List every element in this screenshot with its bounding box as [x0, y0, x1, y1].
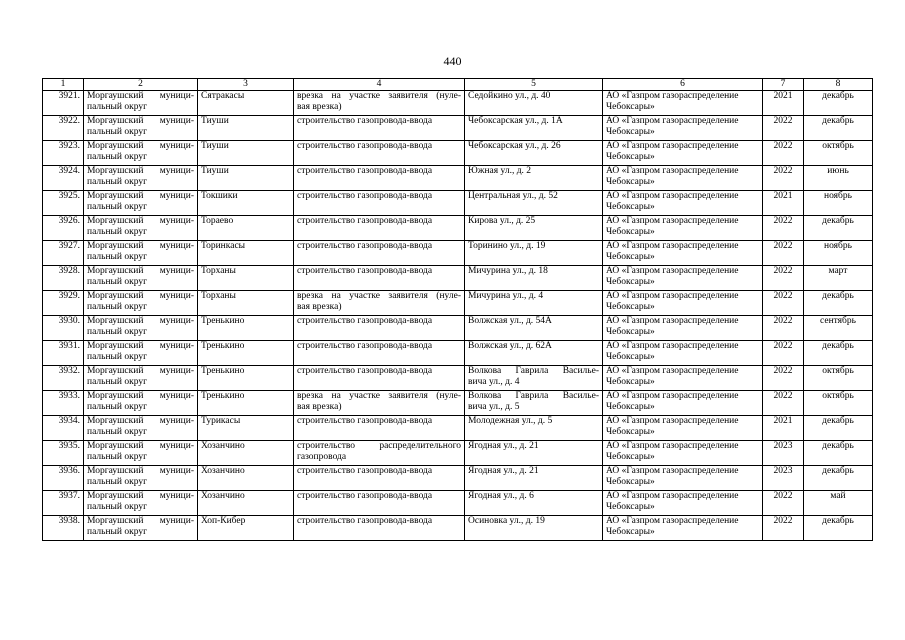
address-cell — [465, 416, 603, 441]
year-cell: 2021 — [763, 191, 804, 216]
year-cell: 2022 — [763, 391, 804, 416]
district-cell-line: Моргаушский муници- — [87, 366, 194, 376]
district-cell — [84, 141, 198, 166]
table-row — [43, 316, 873, 341]
district-cell-line: Моргаушский муници- — [87, 166, 194, 176]
organization-cell — [603, 466, 763, 491]
year-cell: 2022 — [763, 366, 804, 391]
table-row — [43, 516, 873, 541]
address-cell-line: Ягодная ул., д. 21 — [468, 441, 539, 451]
year-cell: 2023 — [763, 441, 804, 466]
organization-cell-line: Чебоксары» — [606, 226, 655, 237]
district-cell-line: пальный округ — [87, 176, 148, 187]
row-number: 3928. — [43, 266, 84, 291]
month-cell: март — [804, 266, 873, 291]
gasification-table — [42, 78, 873, 541]
table-row — [43, 91, 873, 116]
district-cell-line: Моргаушский муници- — [87, 516, 194, 526]
table-row — [43, 441, 873, 466]
month-cell: декабрь — [804, 341, 873, 366]
district-cell-line: Моргаушский муници- — [87, 391, 194, 401]
address-cell — [465, 441, 603, 466]
district-cell — [84, 316, 198, 341]
work-type-cell-line: строительство газопровода-ввода — [297, 516, 433, 526]
address-cell-line: Мичурина ул., д. 18 — [468, 266, 548, 276]
organization-cell-line: АО «Газпром газораспределение — [606, 241, 739, 251]
work-type-cell — [294, 391, 465, 416]
column-header: 1 — [43, 79, 84, 91]
column-header: 5 — [465, 79, 603, 91]
organization-cell-line: Чебоксары» — [606, 451, 655, 462]
address-cell-line: вича ул., д. 5 — [468, 401, 520, 412]
locality-cell: Торханы — [198, 266, 294, 291]
address-cell-line: вича ул., д. 4 — [468, 376, 520, 387]
district-cell-line: Моргаушский муници- — [87, 341, 194, 351]
address-cell-line: Кирова ул., д. 25 — [468, 216, 536, 226]
organization-cell — [603, 391, 763, 416]
district-cell-line: Моргаушский муници- — [87, 316, 194, 326]
year-cell: 2022 — [763, 516, 804, 541]
address-cell — [465, 516, 603, 541]
organization-cell — [603, 341, 763, 366]
year-cell: 2022 — [763, 291, 804, 316]
month-cell: октябрь — [804, 366, 873, 391]
locality-cell: Торинкасы — [198, 241, 294, 266]
organization-cell-line: АО «Газпром газораспределение — [606, 191, 739, 201]
work-type-cell — [294, 191, 465, 216]
work-type-cell-line: врезка на участке заявителя (нуле- — [297, 291, 461, 301]
work-type-cell-line: строительство газопровода-ввода — [297, 216, 433, 226]
organization-cell — [603, 441, 763, 466]
row-number: 3930. — [43, 316, 84, 341]
work-type-cell-line: строительство газопровода-ввода — [297, 491, 433, 501]
organization-cell-line: Чебоксары» — [606, 526, 655, 537]
column-header: 2 — [84, 79, 198, 91]
page-number: 440 — [443, 54, 462, 68]
organization-cell-line: Чебоксары» — [606, 301, 655, 312]
address-cell-line: Южная ул., д. 2 — [468, 166, 532, 176]
month-cell: май — [804, 491, 873, 516]
address-cell — [465, 466, 603, 491]
address-cell — [465, 241, 603, 266]
table-row — [43, 341, 873, 366]
organization-cell — [603, 191, 763, 216]
district-cell — [84, 416, 198, 441]
organization-cell — [603, 416, 763, 441]
address-cell-line: Волкова Гаврила Васильe- — [468, 366, 599, 376]
district-cell — [84, 341, 198, 366]
work-type-cell — [294, 516, 465, 541]
work-type-cell — [294, 341, 465, 366]
work-type-cell-line: строительство газопровода-ввода — [297, 266, 433, 276]
district-cell-line: пальный округ — [87, 201, 148, 212]
organization-cell-line: АО «Газпром газораспределение — [606, 316, 739, 326]
work-type-cell-line: строительство газопровода-ввода — [297, 116, 433, 126]
month-cell: ноябрь — [804, 191, 873, 216]
organization-cell — [603, 266, 763, 291]
organization-cell-line: Чебоксары» — [606, 401, 655, 412]
table-row — [43, 391, 873, 416]
work-type-cell — [294, 91, 465, 116]
work-type-cell — [294, 491, 465, 516]
work-type-cell — [294, 441, 465, 466]
address-cell-line: Осиновка ул., д. 19 — [468, 516, 545, 526]
row-number: 3932. — [43, 366, 84, 391]
table-row — [43, 491, 873, 516]
month-cell: декабрь — [804, 91, 873, 116]
month-cell: декабрь — [804, 416, 873, 441]
address-cell-line: Волжская ул., д. 62А — [468, 341, 552, 351]
locality-cell: Тиуши — [198, 166, 294, 191]
organization-cell-line: Чебоксары» — [606, 426, 655, 437]
month-cell: декабрь — [804, 441, 873, 466]
work-type-cell — [294, 316, 465, 341]
work-type-cell — [294, 166, 465, 191]
district-cell — [84, 266, 198, 291]
row-number: 3927. — [43, 241, 84, 266]
district-cell-line: пальный округ — [87, 226, 148, 237]
table-row — [43, 416, 873, 441]
address-cell — [465, 316, 603, 341]
work-type-cell — [294, 266, 465, 291]
district-cell — [84, 516, 198, 541]
organization-cell — [603, 316, 763, 341]
address-cell-line: Торинино ул., д. 19 — [468, 241, 546, 251]
address-cell — [465, 141, 603, 166]
locality-cell: Торханы — [198, 291, 294, 316]
month-cell: октябрь — [804, 391, 873, 416]
work-type-cell — [294, 366, 465, 391]
organization-cell-line: АО «Газпром газораспределение — [606, 416, 739, 426]
organization-cell-line: Чебоксары» — [606, 201, 655, 212]
month-cell: декабрь — [804, 116, 873, 141]
address-cell — [465, 366, 603, 391]
district-cell-line: пальный округ — [87, 126, 148, 137]
locality-cell: Хозанчино — [198, 441, 294, 466]
district-cell-line: пальный округ — [87, 301, 148, 312]
work-type-cell-line: вая врезка) — [297, 401, 342, 412]
column-header: 4 — [294, 79, 465, 91]
organization-cell-line: АО «Газпром газораспределение — [606, 291, 739, 301]
work-type-cell-line: строительство газопровода-ввода — [297, 416, 433, 426]
year-cell: 2022 — [763, 116, 804, 141]
year-cell: 2022 — [763, 166, 804, 191]
district-cell-line: Моргаушский муници- — [87, 191, 194, 201]
year-cell: 2022 — [763, 141, 804, 166]
organization-cell-line: АО «Газпром газораспределение — [606, 91, 739, 101]
table-row — [43, 216, 873, 241]
district-cell — [84, 391, 198, 416]
row-number: 3937. — [43, 491, 84, 516]
column-header: 6 — [603, 79, 763, 91]
district-cell-line: пальный округ — [87, 151, 148, 162]
organization-cell-line: Чебоксары» — [606, 126, 655, 137]
row-number: 3931. — [43, 341, 84, 366]
year-cell: 2021 — [763, 416, 804, 441]
organization-cell — [603, 116, 763, 141]
locality-cell: Токшики — [198, 191, 294, 216]
table-row — [43, 266, 873, 291]
address-cell — [465, 166, 603, 191]
address-cell-line: Чебоксарская ул., д. 26 — [468, 141, 561, 151]
address-cell-line: Волжская ул., д. 54А — [468, 316, 552, 326]
row-number: 3933. — [43, 391, 84, 416]
district-cell — [84, 441, 198, 466]
organization-cell-line: Чебоксары» — [606, 176, 655, 187]
locality-cell: Тиуши — [198, 141, 294, 166]
work-type-cell-line: строительство распределительного — [297, 441, 461, 451]
table-row — [43, 166, 873, 191]
work-type-cell-line: строительство газопровода-ввода — [297, 466, 433, 476]
district-cell — [84, 491, 198, 516]
year-cell: 2022 — [763, 241, 804, 266]
organization-cell-line: АО «Газпром газораспределение — [606, 466, 739, 476]
organization-cell-line: АО «Газпром газораспределение — [606, 116, 739, 126]
organization-cell — [603, 216, 763, 241]
table-row — [43, 241, 873, 266]
work-type-cell-line: строительство газопровода-ввода — [297, 166, 433, 176]
year-cell: 2021 — [763, 91, 804, 116]
row-number: 3936. — [43, 466, 84, 491]
district-cell — [84, 191, 198, 216]
organization-cell — [603, 491, 763, 516]
month-cell: декабрь — [804, 291, 873, 316]
organization-cell-line: АО «Газпром газораспределение — [606, 516, 739, 526]
address-cell — [465, 216, 603, 241]
row-number: 3929. — [43, 291, 84, 316]
district-cell — [84, 241, 198, 266]
table-body — [43, 91, 873, 541]
table-row — [43, 141, 873, 166]
table-header-row — [43, 79, 873, 91]
district-cell-line: пальный округ — [87, 451, 148, 462]
address-cell-line: Мичурина ул., д. 4 — [468, 291, 544, 301]
column-header: 7 — [763, 79, 804, 91]
district-cell-line: Моргаушский муници- — [87, 241, 194, 251]
address-cell — [465, 191, 603, 216]
month-cell: декабрь — [804, 216, 873, 241]
locality-cell: Тренькино — [198, 391, 294, 416]
row-number: 3921. — [43, 91, 84, 116]
address-cell — [465, 291, 603, 316]
year-cell: 2022 — [763, 216, 804, 241]
district-cell-line: Моргаушский муници- — [87, 91, 194, 101]
address-cell-line: Ягодная ул., д. 21 — [468, 466, 539, 476]
address-cell-line: Центральная ул., д. 52 — [468, 191, 558, 201]
district-cell — [84, 116, 198, 141]
work-type-cell — [294, 466, 465, 491]
year-cell: 2022 — [763, 316, 804, 341]
column-header: 8 — [804, 79, 873, 91]
work-type-cell-line: вая врезка) — [297, 301, 342, 312]
address-cell — [465, 116, 603, 141]
work-type-cell-line: строительство газопровода-ввода — [297, 191, 433, 201]
district-cell-line: пальный округ — [87, 426, 148, 437]
year-cell: 2022 — [763, 341, 804, 366]
locality-cell: Тренькино — [198, 341, 294, 366]
work-type-cell-line: газопровода — [297, 451, 347, 462]
table-row — [43, 291, 873, 316]
address-cell — [465, 391, 603, 416]
table-row — [43, 191, 873, 216]
year-cell: 2023 — [763, 466, 804, 491]
work-type-cell — [294, 416, 465, 441]
organization-cell — [603, 516, 763, 541]
row-number: 3924. — [43, 166, 84, 191]
year-cell: 2022 — [763, 266, 804, 291]
organization-cell-line: Чебоксары» — [606, 101, 655, 112]
district-cell-line: Моргаушский муници- — [87, 116, 194, 126]
organization-cell — [603, 91, 763, 116]
district-cell-line: пальный округ — [87, 326, 148, 337]
organization-cell-line: Чебоксары» — [606, 276, 655, 287]
table-row — [43, 116, 873, 141]
month-cell: октябрь — [804, 141, 873, 166]
district-cell-line: пальный округ — [87, 526, 148, 537]
district-cell — [84, 366, 198, 391]
table-row — [43, 366, 873, 391]
organization-cell — [603, 241, 763, 266]
work-type-cell — [294, 116, 465, 141]
organization-cell-line: АО «Газпром газораспределение — [606, 166, 739, 176]
organization-cell-line: АО «Газпром газораспределение — [606, 491, 739, 501]
column-header: 3 — [198, 79, 294, 91]
organization-cell-line: АО «Газпром газораспределение — [606, 341, 739, 351]
district-cell-line: Моргаушский муници- — [87, 441, 194, 451]
district-cell-line: Моргаушский муници- — [87, 291, 194, 301]
row-number: 3922. — [43, 116, 84, 141]
district-cell-line: пальный округ — [87, 401, 148, 412]
address-cell-line: Волкова Гаврила Василье- — [468, 391, 599, 401]
address-cell-line: Молодежная ул., д. 5 — [468, 416, 553, 426]
organization-cell-line: АО «Газпром газораспределение — [606, 391, 739, 401]
district-cell-line: Моргаушский муници- — [87, 216, 194, 226]
row-number: 3935. — [43, 441, 84, 466]
month-cell: июнь — [804, 166, 873, 191]
address-cell-line: Седойкино ул., д. 40 — [468, 91, 551, 101]
work-type-cell-line: строительство газопровода-ввода — [297, 316, 433, 326]
locality-cell: Тиуши — [198, 116, 294, 141]
organization-cell — [603, 366, 763, 391]
organization-cell-line: Чебоксары» — [606, 351, 655, 362]
organization-cell-line: АО «Газпром газораспределение — [606, 266, 739, 276]
district-cell — [84, 91, 198, 116]
organization-cell — [603, 166, 763, 191]
locality-cell: Сятракасы — [198, 91, 294, 116]
locality-cell: Хоп-Кибер — [198, 516, 294, 541]
work-type-cell-line: врезка на участке заявителя (нуле- — [297, 391, 461, 401]
district-cell-line: пальный округ — [87, 501, 148, 512]
district-cell-line: Моргаушский муници- — [87, 466, 194, 476]
address-cell — [465, 91, 603, 116]
organization-cell-line: Чебоксары» — [606, 476, 655, 487]
organization-cell-line: Чебоксары» — [606, 151, 655, 162]
district-cell — [84, 291, 198, 316]
work-type-cell — [294, 216, 465, 241]
locality-cell: Тораево — [198, 216, 294, 241]
address-cell — [465, 266, 603, 291]
organization-cell — [603, 141, 763, 166]
row-number: 3923. — [43, 141, 84, 166]
work-type-cell-line: строительство газопровода-ввода — [297, 241, 433, 251]
year-cell: 2022 — [763, 491, 804, 516]
address-cell — [465, 491, 603, 516]
month-cell: сентябрь — [804, 316, 873, 341]
work-type-cell-line: строительство газопровода-ввода — [297, 141, 433, 151]
organization-cell-line: Чебоксары» — [606, 376, 655, 387]
locality-cell: Хозанчино — [198, 466, 294, 491]
work-type-cell-line: строительство газопровода-ввода — [297, 341, 433, 351]
row-number: 3926. — [43, 216, 84, 241]
district-cell-line: пальный округ — [87, 351, 148, 362]
address-cell — [465, 341, 603, 366]
month-cell: декабрь — [804, 516, 873, 541]
district-cell — [84, 466, 198, 491]
organization-cell-line: АО «Газпром газораспределение — [606, 216, 739, 226]
locality-cell: Тренькино — [198, 316, 294, 341]
district-cell-line: Моргаушский муници- — [87, 266, 194, 276]
address-cell-line: Чебоксарская ул., д. 1А — [468, 116, 563, 126]
work-type-cell-line: вая врезка) — [297, 101, 342, 112]
organization-cell-line: АО «Газпром газораспределение — [606, 141, 739, 151]
organization-cell-line: Чебоксары» — [606, 501, 655, 512]
row-number: 3938. — [43, 516, 84, 541]
district-cell-line: пальный округ — [87, 251, 148, 262]
district-cell-line: Моргаушский муници- — [87, 491, 194, 501]
table-row — [43, 466, 873, 491]
row-number: 3925. — [43, 191, 84, 216]
work-type-cell-line: строительство газопровода-ввода — [297, 366, 433, 376]
month-cell: ноябрь — [804, 241, 873, 266]
district-cell-line: Моргаушский муници- — [87, 141, 194, 151]
work-type-cell — [294, 241, 465, 266]
district-cell-line: пальный округ — [87, 376, 148, 387]
work-type-cell — [294, 141, 465, 166]
organization-cell-line: АО «Газпром газораспределение — [606, 441, 739, 451]
district-cell-line: Моргаушский муници- — [87, 416, 194, 426]
locality-cell: Хозанчино — [198, 491, 294, 516]
work-type-cell — [294, 291, 465, 316]
district-cell-line: пальный округ — [87, 276, 148, 287]
organization-cell — [603, 291, 763, 316]
district-cell-line: пальный округ — [87, 476, 148, 487]
district-cell — [84, 216, 198, 241]
locality-cell: Турикасы — [198, 416, 294, 441]
district-cell-line: пальный округ — [87, 101, 148, 112]
organization-cell-line: Чебоксары» — [606, 326, 655, 337]
locality-cell: Тренькино — [198, 366, 294, 391]
organization-cell-line: Чебоксары» — [606, 251, 655, 262]
work-type-cell-line: врезка на участке заявителя (нуле- — [297, 91, 461, 101]
row-number: 3934. — [43, 416, 84, 441]
district-cell — [84, 166, 198, 191]
month-cell: декабрь — [804, 466, 873, 491]
organization-cell-line: АО «Газпром газораспределение — [606, 366, 739, 376]
address-cell-line: Ягодная ул., д. 6 — [468, 491, 534, 501]
